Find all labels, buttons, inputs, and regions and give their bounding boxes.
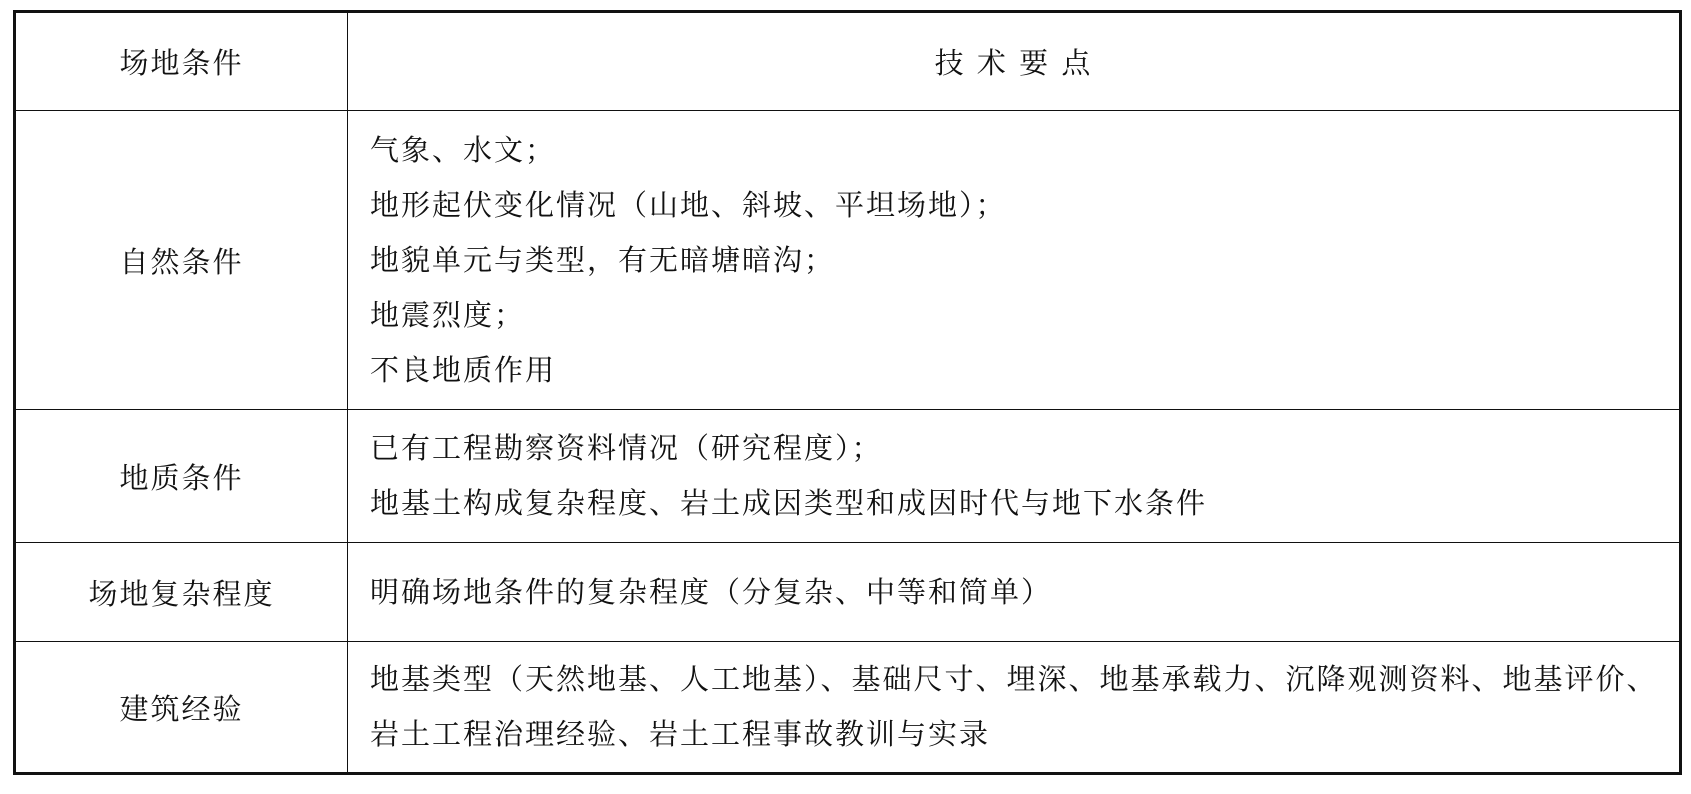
point-line: 地震烈度； (370, 297, 526, 332)
table-row-geological-conditions (15, 410, 1681, 543)
condition-cell: 场地复杂程度 (15, 543, 348, 642)
condition-cell: 建筑经验 (15, 642, 348, 774)
points-cell (348, 642, 1681, 774)
point-line: 地貌单元与类型，有无暗塘暗沟； (370, 242, 836, 277)
point-line: 地基类型（天然地基、人工地基）、基础尺寸、埋深、地基承载力、沉降观测资料、地基评价、岩土工程治理经验、岩土工程事故教训与实录 (370, 662, 1658, 751)
table-row-natural-conditions (15, 111, 1681, 410)
condition-cell: 地质条件 (15, 410, 348, 543)
table-header-row (15, 12, 1681, 111)
header-site-condition: 场地条件 (15, 12, 348, 111)
point-line: 地形起伏变化情况（山地、斜坡、平坦场地）； (370, 187, 1007, 222)
point-line: 不良地质作用 (370, 352, 557, 387)
table-row-construction-experience (15, 642, 1681, 774)
point-line: 气象、水文； (370, 132, 557, 167)
points-cell (348, 543, 1681, 642)
condition-cell: 自然条件 (15, 111, 348, 410)
point-line: 已有工程勘察资料情况（研究程度）； (370, 431, 883, 465)
points-cell (348, 410, 1681, 543)
point-line: 明确场地条件的复杂程度（分复杂、中等和简单） (370, 574, 1053, 609)
point-line: 地基土构成复杂程度、岩土成因类型和成因时代与地下水条件 (370, 486, 1208, 520)
header-technical-points: 技 术 要 点 (348, 12, 1681, 111)
points-cell (348, 111, 1681, 410)
table-row-site-complexity (15, 543, 1681, 642)
site-conditions-table (13, 10, 1682, 775)
